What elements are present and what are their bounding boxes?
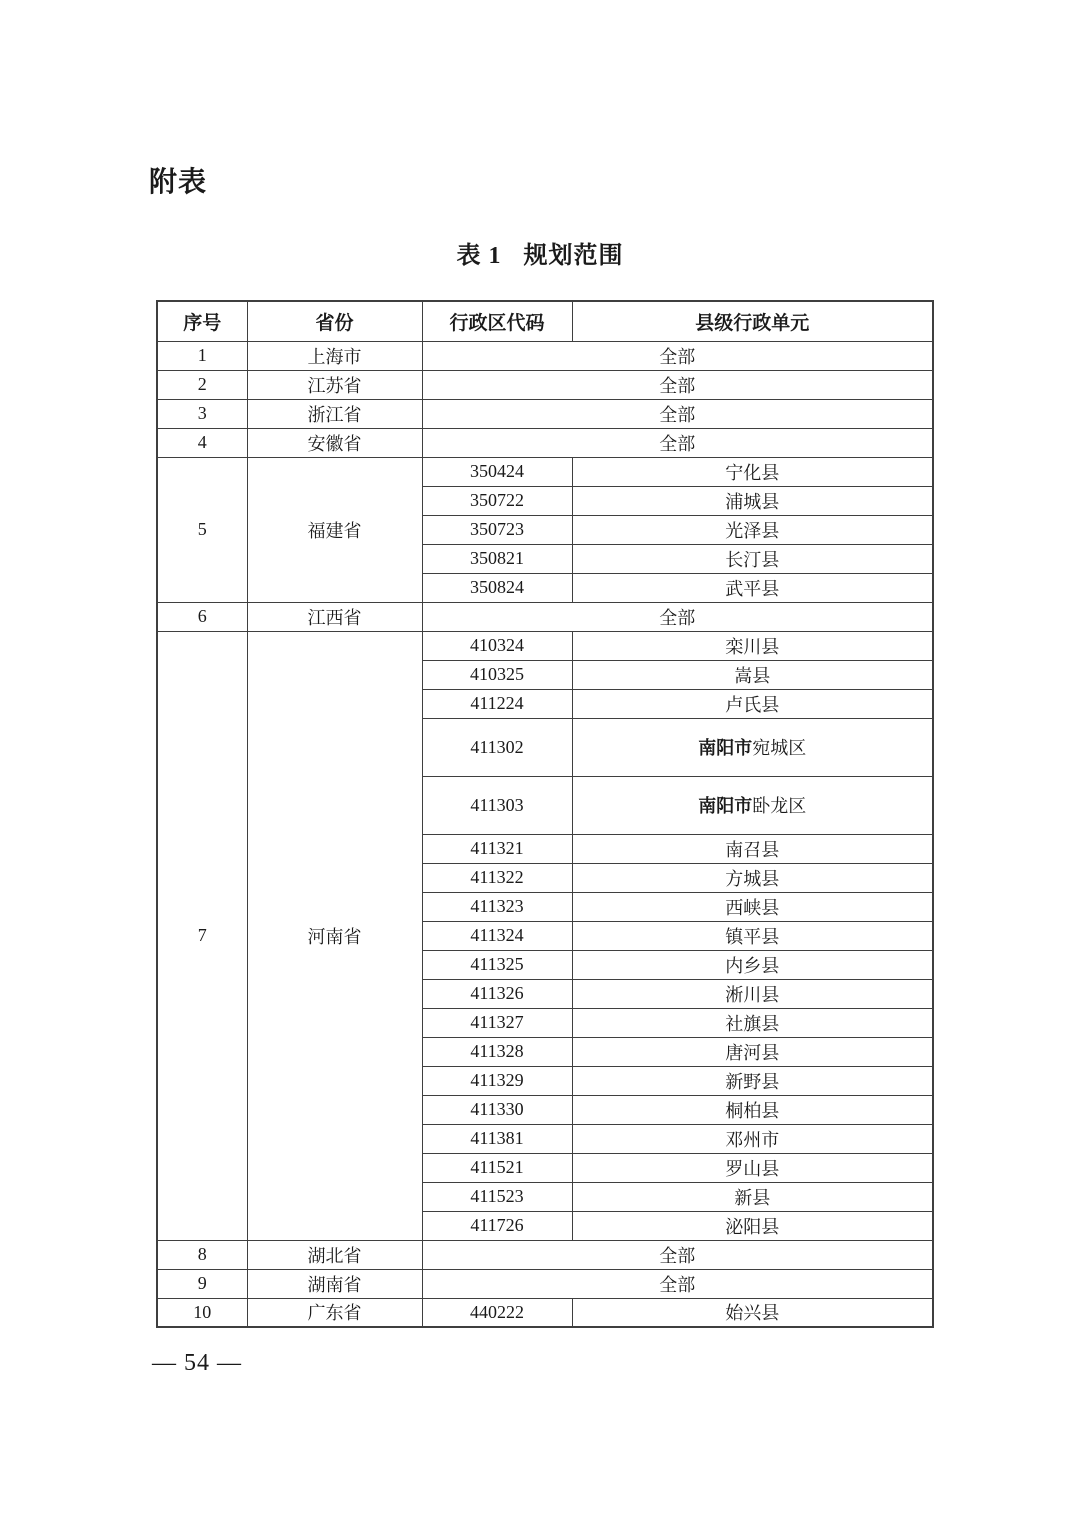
table-row: [157, 1298, 933, 1327]
unit-cell: 新野县: [572, 1066, 933, 1095]
unit-cell: 浦城县: [572, 486, 933, 515]
province-cell: 湖北省: [247, 1240, 422, 1269]
table-header-row: [157, 301, 933, 341]
all-units-cell: 全部: [422, 602, 933, 631]
seq-cell: 3: [157, 399, 247, 428]
code-cell: 411302: [422, 718, 572, 776]
seq-cell: 2: [157, 370, 247, 399]
column-header: 行政区代码: [422, 301, 572, 341]
unit-cell: 罗山县: [572, 1153, 933, 1182]
planning-scope-table: [156, 300, 934, 1328]
unit-cell: 唐河县: [572, 1037, 933, 1066]
all-units-cell: 全部: [422, 370, 933, 399]
all-units-cell: 全部: [422, 341, 933, 370]
unit-cell: 嵩县: [572, 660, 933, 689]
code-cell: 411327: [422, 1008, 572, 1037]
unit-cell: 长汀县: [572, 544, 933, 573]
province-cell: 河南省: [247, 631, 422, 1240]
all-units-cell: 全部: [422, 399, 933, 428]
code-cell: 411330: [422, 1095, 572, 1124]
unit-cell: 西峡县: [572, 892, 933, 921]
code-cell: 350722: [422, 486, 572, 515]
unit-name: 宛城区: [752, 738, 807, 758]
seq-cell: 4: [157, 428, 247, 457]
code-cell: 411329: [422, 1066, 572, 1095]
province-cell: 江西省: [247, 602, 422, 631]
table-row: [157, 602, 933, 631]
all-units-cell: 全部: [422, 1269, 933, 1298]
code-cell: 411325: [422, 950, 572, 979]
code-cell: 411322: [422, 863, 572, 892]
province-cell: 上海市: [247, 341, 422, 370]
code-cell: 410324: [422, 631, 572, 660]
table-row: [157, 457, 933, 486]
unit-name: 卧龙区: [752, 796, 807, 816]
unit-cell: 社旗县: [572, 1008, 933, 1037]
table-row: [157, 1240, 933, 1269]
unit-cell: 光泽县: [572, 515, 933, 544]
column-header: 序号: [157, 301, 247, 341]
table-row: [157, 631, 933, 660]
table-row: [157, 1269, 933, 1298]
code-cell: 411521: [422, 1153, 572, 1182]
province-cell: 浙江省: [247, 399, 422, 428]
seq-cell: 9: [157, 1269, 247, 1298]
code-cell: 411523: [422, 1182, 572, 1211]
unit-cell: 南召县: [572, 834, 933, 863]
all-units-cell: 全部: [422, 1240, 933, 1269]
code-cell: 410325: [422, 660, 572, 689]
code-cell: 350821: [422, 544, 572, 573]
code-cell: 411324: [422, 921, 572, 950]
code-cell: 411321: [422, 834, 572, 863]
code-cell: 350424: [422, 457, 572, 486]
unit-cell: 泌阳县: [572, 1211, 933, 1240]
code-cell: 411328: [422, 1037, 572, 1066]
seq-cell: 5: [157, 457, 247, 602]
table-head: [157, 301, 933, 341]
unit-cell: 淅川县: [572, 979, 933, 1008]
code-cell: 350723: [422, 515, 572, 544]
table-body: [157, 341, 933, 1327]
table-row: [157, 341, 933, 370]
unit-cell: 方城县: [572, 863, 933, 892]
province-cell: 福建省: [247, 457, 422, 602]
code-cell: 411326: [422, 979, 572, 1008]
unit-cell: [572, 776, 933, 834]
unit-cell: 始兴县: [572, 1298, 933, 1327]
code-cell: 350824: [422, 573, 572, 602]
unit-cell: 武平县: [572, 573, 933, 602]
province-cell: 湖南省: [247, 1269, 422, 1298]
unit-cell: 镇平县: [572, 921, 933, 950]
column-header: 省份: [247, 301, 422, 341]
appendix-label: 附表: [149, 166, 208, 197]
seq-cell: 6: [157, 602, 247, 631]
unit-cell: 邓州市: [572, 1124, 933, 1153]
unit-cell: 内乡县: [572, 950, 933, 979]
table-title-number: 1: [488, 243, 502, 269]
table-row: [157, 399, 933, 428]
unit-cell: 栾川县: [572, 631, 933, 660]
unit-cell: 新县: [572, 1182, 933, 1211]
code-cell: 411303: [422, 776, 572, 834]
unit-cell: 宁化县: [572, 457, 933, 486]
table-title-prefix: 表: [456, 242, 482, 269]
code-cell: 440222: [422, 1298, 572, 1327]
province-cell: 安徽省: [247, 428, 422, 457]
unit-cell: [572, 718, 933, 776]
seq-cell: 10: [157, 1298, 247, 1327]
unit-city-prefix: 南阳市: [698, 738, 753, 758]
page-number: — 54 —: [152, 1350, 242, 1376]
seq-cell: 1: [157, 341, 247, 370]
code-cell: 411323: [422, 892, 572, 921]
code-cell: 411726: [422, 1211, 572, 1240]
all-units-cell: 全部: [422, 428, 933, 457]
table-row: [157, 370, 933, 399]
table-title: [0, 235, 1080, 270]
seq-cell: 8: [157, 1240, 247, 1269]
province-cell: 江苏省: [247, 370, 422, 399]
seq-cell: 7: [157, 631, 247, 1240]
code-cell: 411224: [422, 689, 572, 718]
unit-city-prefix: 南阳市: [698, 796, 753, 816]
unit-cell: 桐柏县: [572, 1095, 933, 1124]
unit-cell: 卢氏县: [572, 689, 933, 718]
table-title-text: 规划范围: [523, 242, 624, 269]
code-cell: 411381: [422, 1124, 572, 1153]
province-cell: 广东省: [247, 1298, 422, 1327]
column-header: 县级行政单元: [572, 301, 933, 341]
table-row: [157, 428, 933, 457]
